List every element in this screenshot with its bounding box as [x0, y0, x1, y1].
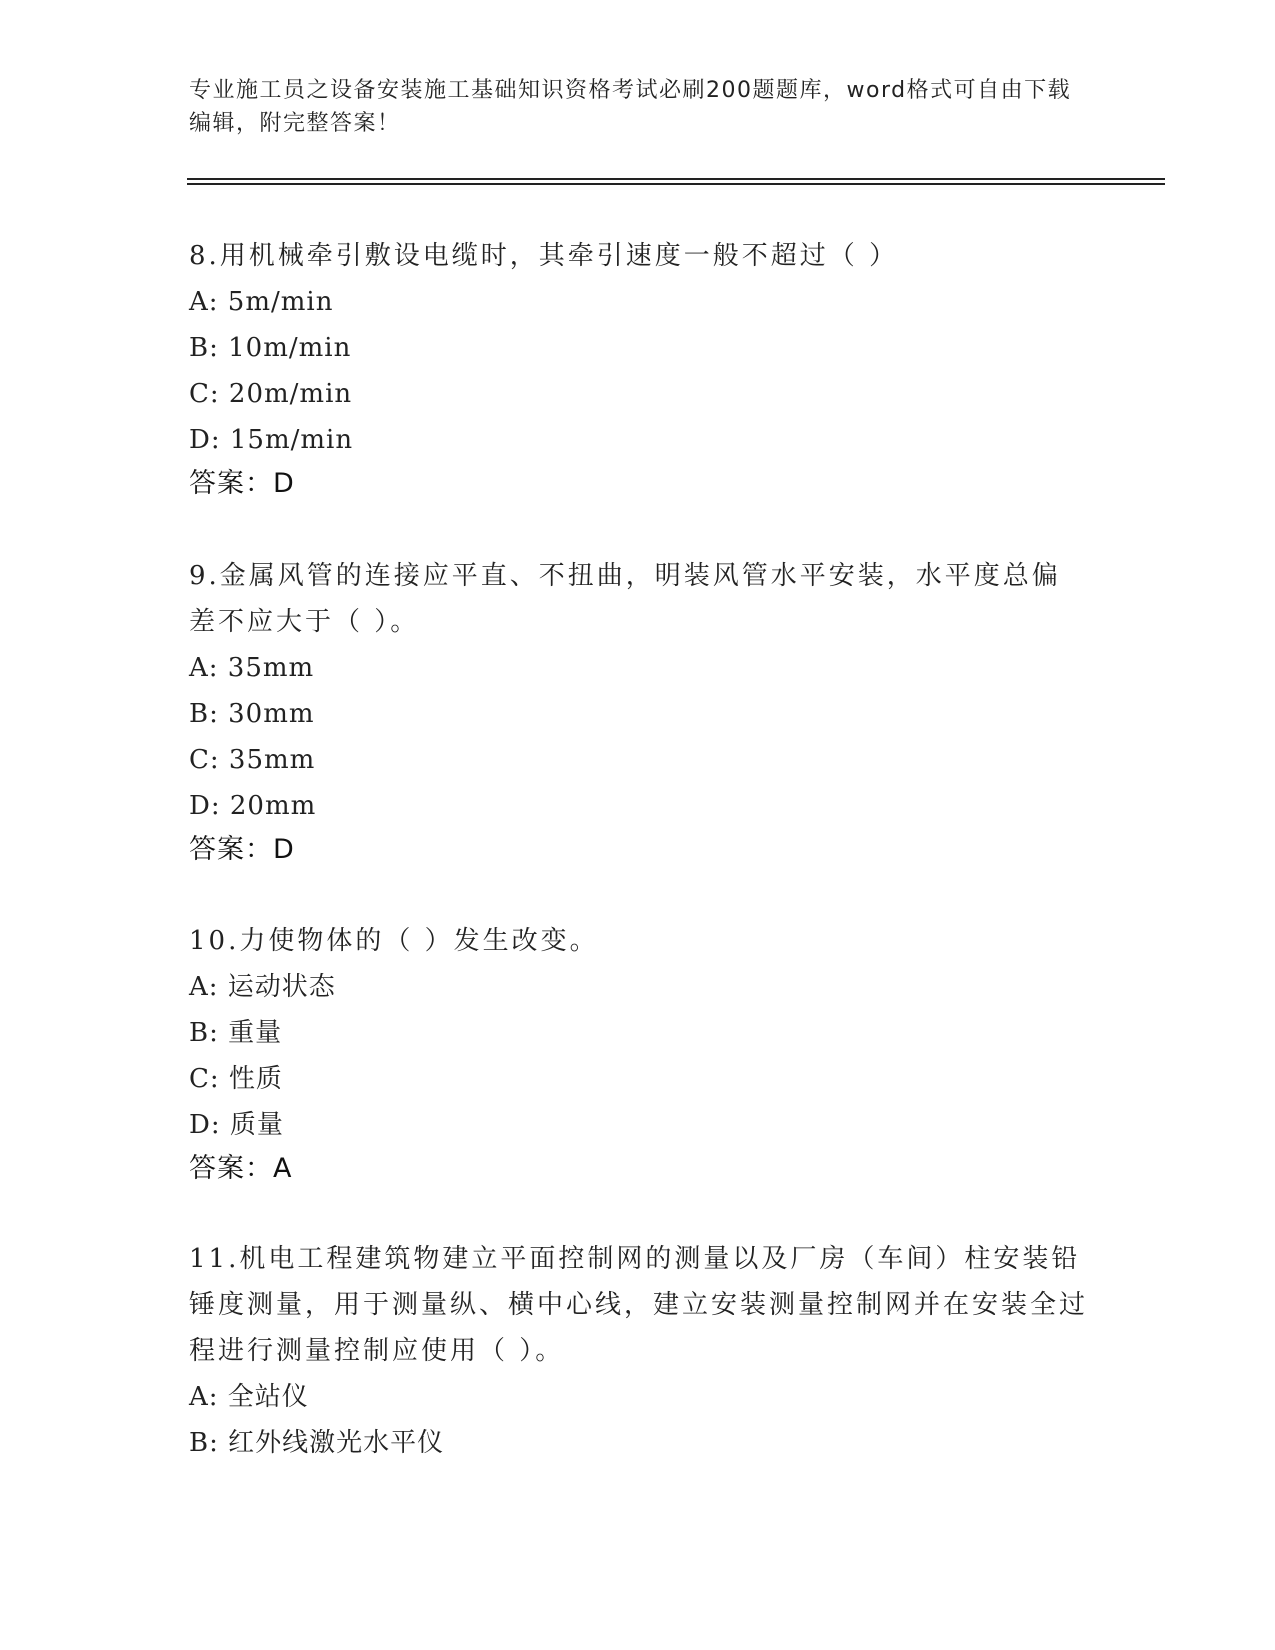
- question-11: [189, 1236, 1089, 1466]
- question-9: [189, 553, 1089, 873]
- option-a: A: 35mm: [189, 653, 315, 683]
- question-stem: 10.力使物体的（ ）发生改变。: [189, 926, 599, 956]
- option-d: D: 20mm: [189, 791, 317, 821]
- option-c: C: 性质: [189, 1064, 283, 1094]
- question-8: [189, 233, 1089, 507]
- option-b: B: 红外线激光水平仪: [189, 1428, 445, 1458]
- question-stem: 9.金属风管的连接应平直、不扭曲，明装风管水平安装，水平度总偏差不应大于（ ）。: [189, 561, 1061, 637]
- option-a: A: 5m/min: [189, 287, 334, 317]
- option-b: B: 10m/min: [189, 333, 352, 363]
- option-b: B: 重量: [189, 1018, 283, 1048]
- answer: 答案：A: [189, 1153, 293, 1184]
- answer: 答案：D: [189, 468, 295, 499]
- question-stem: 8.用机械牵引敷设电缆时，其牵引速度一般不超过（ ）: [189, 241, 899, 271]
- question-10: [189, 918, 1089, 1192]
- option-a: A: 运动状态: [189, 972, 336, 1002]
- document-header: 专业施工员之设备安装施工基础知识资格考试必刷200题题库，word格式可自由下载编辑，附完整答案！: [189, 78, 1072, 136]
- option-c: C: 20m/min: [189, 379, 353, 409]
- question-stem: 11.机电工程建筑物建立平面控制网的测量以及厂房（车间）柱安装铅锤度测量，用于测量纵、横中心线，建立安装测量控制网并在安装全过程进行测量控制应使用（ ）。: [189, 1244, 1089, 1366]
- option-d: D: 15m/min: [189, 425, 354, 455]
- option-d: D: 质量: [189, 1110, 284, 1140]
- header-divider-top: [187, 178, 1165, 180]
- option-a: A: 全站仪: [189, 1382, 309, 1412]
- option-b: B: 30mm: [189, 699, 315, 729]
- option-c: C: 35mm: [189, 745, 316, 775]
- header-divider-bottom: [187, 183, 1165, 185]
- answer: 答案：D: [189, 834, 295, 865]
